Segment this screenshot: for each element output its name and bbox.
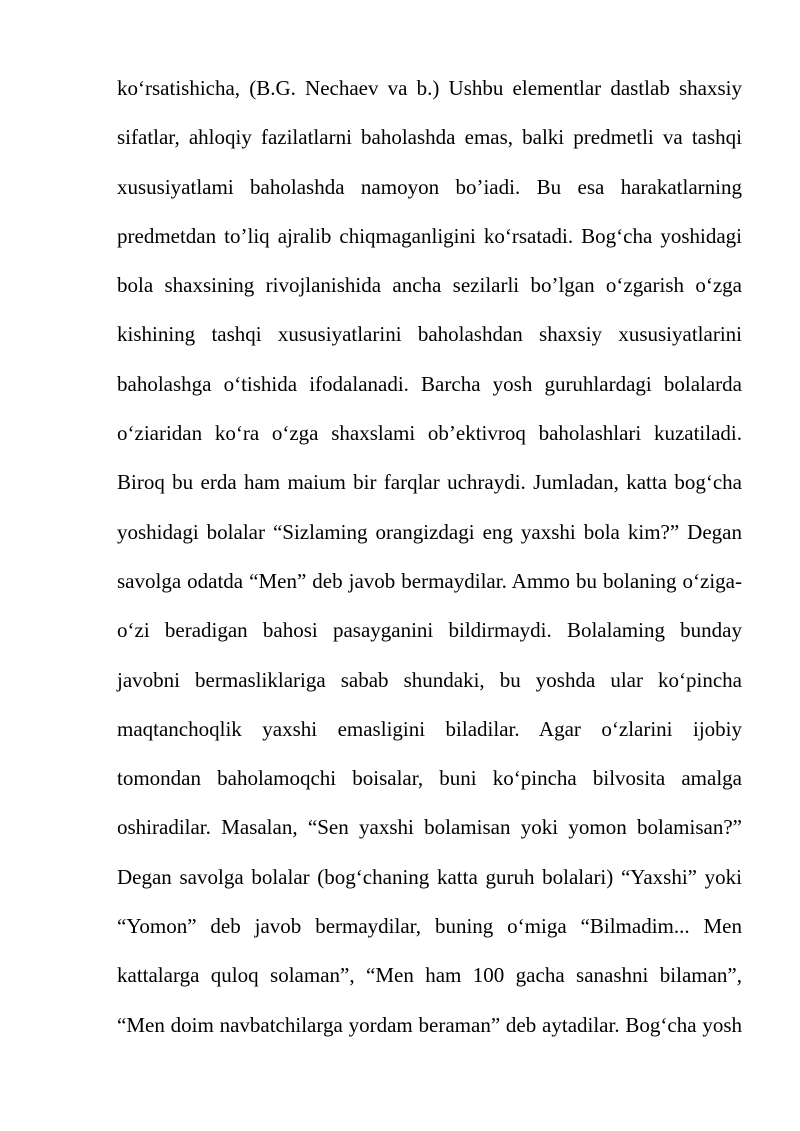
text-line: “Yomon” deb javob bermaydilar, buning o‘miga “Bilmadim... Men — [117, 914, 742, 939]
body-text — [117, 70, 742, 1056]
text-line: Biroq bu erda ham maium bir farqlar uchraydi. Jumladan, katta bog‘cha — [117, 470, 742, 495]
text-line: savolga odatda “Men” deb javob bermaydilar. Ammo bu bolaning o‘ziga- — [117, 568, 742, 593]
text-line: maqtanchoqlik yaxshi emasligini biladilar. Agar o‘zlarini ijobiy — [117, 716, 742, 741]
text-line: tomondan baholamoqchi boisalar, buni ko‘pincha bilvosita amalga — [117, 766, 742, 791]
text-line: oshiradilar. Masalan, “Sen yaxshi bolamisan yoki yomon bolamisan?” — [117, 815, 742, 840]
text-line: xususiyatlami baholashda namoyon bo’iadi. Bu esa harakatlarning — [117, 174, 742, 199]
text-line: bola shaxsining rivojlanishida ancha sezilarli bo’lgan o‘zgarish o‘zga — [117, 273, 742, 298]
text-line: kishining tashqi xususiyatlarini baholashdan shaxsiy xususiyatlarini — [117, 322, 742, 347]
text-line: o‘ziaridan ko‘ra o‘zga shaxslami ob’ektivroq baholashlari kuzatiladi. — [117, 421, 742, 446]
text-line: Degan savolga bolalar (bog‘chaning katta guruh bolalari) “Yaxshi” yoki — [117, 864, 742, 889]
text-line: o‘zi beradigan bahosi pasayganini bildirmaydi. Bolalaming bunday — [117, 618, 742, 643]
text-line: predmetdan to’liq ajralib chiqmaganligini ko‘rsatadi. Bog‘cha yoshidagi — [117, 223, 742, 248]
text-line: yoshidagi bolalar “Sizlaming orangizdagi eng yaxshi bola kim?” Degan — [117, 519, 742, 544]
text-line: ko‘rsatishicha, (B.G. Nechaev va b.) Ushbu elementlar dastlab shaxsiy — [117, 76, 742, 100]
text-line: javobni bermasliklariga sabab shundaki, bu yoshda ular ko‘pincha — [117, 667, 742, 692]
text-line: sifatlar, ahloqiy fazilatlarni baholashda emas, balki predmetli va tashqi — [117, 125, 742, 150]
text-line: kattalarga quloq solaman”, “Men ham 100 gacha sanashni bilaman”, — [117, 963, 742, 988]
text-line: baholashga o‘tishida ifodalanadi. Barcha yosh guruhlardagi bolalarda — [117, 371, 742, 396]
text-line: “Men doim navbatchilarga yordam beraman” deb aytadilar. Bog‘cha yosh — [117, 1012, 742, 1037]
